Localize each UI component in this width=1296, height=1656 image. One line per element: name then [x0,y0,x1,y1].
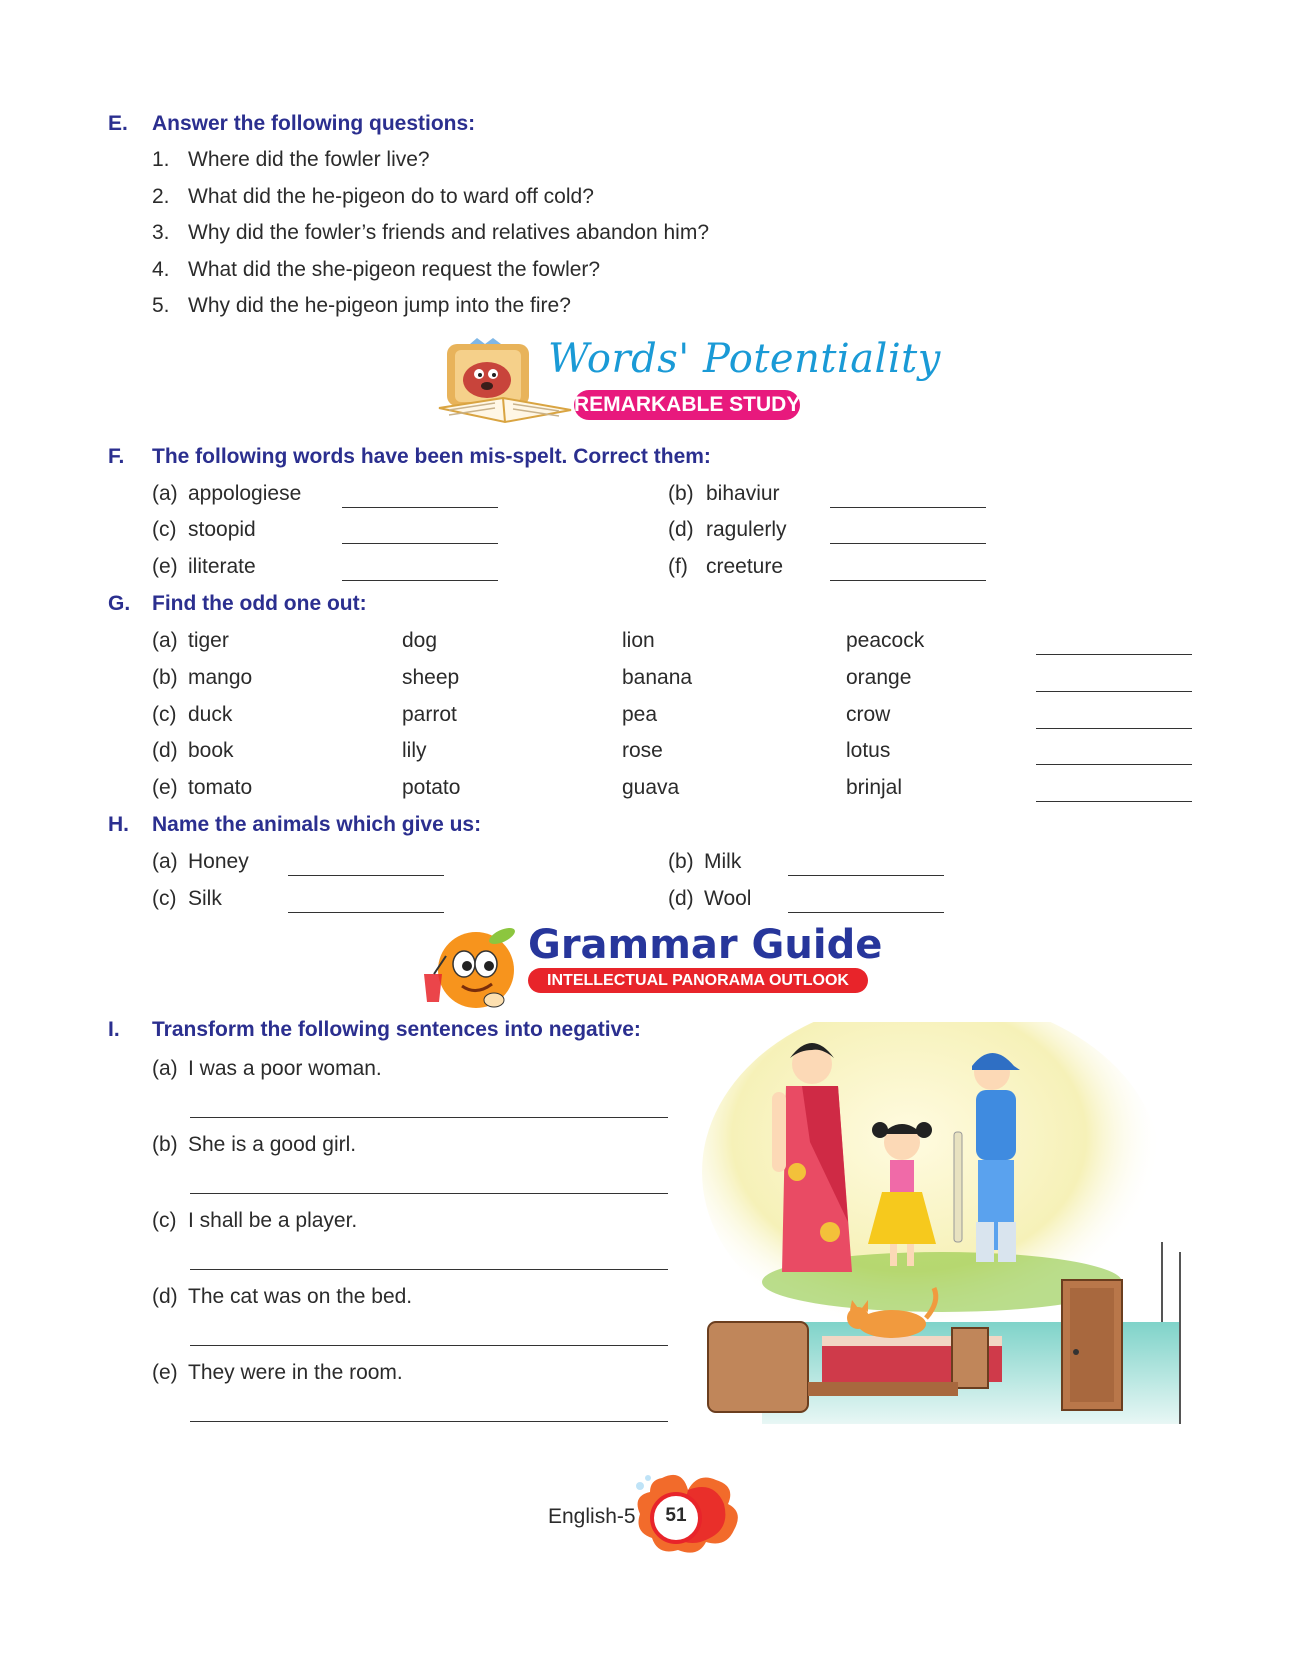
misspelt-word: bihaviur [706,482,780,505]
sentence-text: I shall be a player. [188,1209,358,1232]
word-option: lily [402,739,427,762]
product-word: Milk [704,850,742,873]
section-g-heading: Find the odd one out: [152,592,367,615]
item-label: (e) [152,555,178,578]
misspelt-word: iliterate [188,555,256,578]
answer-blank[interactable] [788,912,944,913]
answer-blank[interactable] [1036,728,1192,729]
question-text: Where did the fowler live? [188,148,430,171]
section-i-heading: Transform the following sentences into negative: [152,1018,641,1041]
question-number: 1. [152,148,170,171]
misspelt-word: creeture [706,555,784,578]
sentence-text: She is a good girl. [188,1133,357,1156]
word-option: crow [846,703,891,726]
answer-line[interactable] [190,1269,668,1270]
answer-blank[interactable] [1036,764,1192,765]
item-label: (b) [668,482,694,505]
item-label: (f) [668,555,688,578]
answer-line[interactable] [190,1193,668,1194]
word-option: lotus [846,739,891,762]
item-label: (d) [668,887,694,910]
question-text: What did the she-pigeon request the fowler? [188,258,601,281]
word-option: brinjal [846,776,903,799]
word-option: guava [622,776,680,799]
question-number: 3. [152,221,170,244]
section-e-heading: Answer the following questions: [152,112,476,135]
section-e-letter: E. [108,112,128,135]
answer-line[interactable] [190,1345,668,1346]
answer-blank[interactable] [788,875,944,876]
word-option: dog [402,629,438,652]
section-h-letter: H. [108,813,129,836]
question-number: 2. [152,185,170,208]
question-number: 4. [152,258,170,281]
section-f-heading: The following words have been mis-spelt. Correct them: [152,445,711,468]
question-number: 5. [152,294,170,317]
product-word: Silk [188,887,222,910]
misspelt-word: stoopid [188,518,256,541]
row-label: (d) [152,739,178,762]
answer-blank[interactable] [1036,691,1192,692]
word-option: tiger [188,629,229,652]
misspelt-word: ragulerly [706,518,787,541]
orange-mascot-icon [416,922,528,1014]
section-g-letter: G. [108,592,131,615]
section-f-letter: F. [108,445,125,468]
word-option: pea [622,703,658,726]
item-label: (c) [152,518,177,541]
word-option: duck [188,703,233,726]
answer-line[interactable] [190,1421,668,1422]
row-label: (a) [152,629,178,652]
page-number: 51 [665,1505,687,1526]
word-option: rose [622,739,663,762]
answer-blank[interactable] [1036,654,1192,655]
remarkable-study-badge: REMARKABLE STUDY [574,390,800,420]
word-option: sheep [402,666,460,689]
answer-blank[interactable] [342,507,498,508]
section-i-letter: I. [108,1018,120,1041]
word-option: banana [622,666,693,689]
sentence-text: They were in the room. [188,1361,403,1384]
row-label: (b) [152,666,178,689]
item-label: (a) [152,482,178,505]
item-label: (d) [152,1285,178,1308]
word-option: peacock [846,629,925,652]
row-label: (c) [152,703,177,726]
answer-blank[interactable] [342,580,498,581]
answer-blank[interactable] [342,543,498,544]
item-label: (b) [668,850,694,873]
word-option: potato [402,776,461,799]
grammar-guide-title: Grammar Guide [528,922,883,968]
section-h-heading: Name the animals which give us: [152,813,482,836]
word-option: orange [846,666,912,689]
item-label: (a) [152,850,178,873]
misspelt-word: appologiese [188,482,302,505]
page-number-badge [632,1472,744,1556]
answer-blank[interactable] [288,875,444,876]
word-option: book [188,739,234,762]
question-text: Why did the he-pigeon jump into the fire? [188,294,571,317]
item-label: (a) [152,1057,178,1080]
item-label: (c) [152,1209,177,1232]
answer-blank[interactable] [830,580,986,581]
question-text: What did the he-pigeon do to ward off cold? [188,185,594,208]
word-option: parrot [402,703,457,726]
answer-blank[interactable] [830,507,986,508]
question-text: Why did the fowler’s friends and relatives abandon him? [188,221,710,244]
sentence-text: The cat was on the bed. [188,1285,413,1308]
answer-blank[interactable] [288,912,444,913]
footer-book-title: English-5 [548,1505,636,1528]
product-word: Honey [188,850,249,873]
word-option: lion [622,629,655,652]
row-label: (e) [152,776,178,799]
family-room-illustration [702,1022,1190,1434]
answer-blank[interactable] [830,543,986,544]
words-potentiality-title: Words' Potentiality [548,336,941,382]
item-label: (c) [152,887,177,910]
item-label: (d) [668,518,694,541]
answer-blank[interactable] [1036,801,1192,802]
word-option: tomato [188,776,253,799]
intellectual-panorama-badge: INTELLECTUAL PANORAMA OUTLOOK [528,968,868,993]
item-label: (e) [152,1361,178,1384]
word-option: mango [188,666,253,689]
orange-mascot-illustration [416,922,528,1014]
sentence-text: I was a poor woman. [188,1057,382,1080]
item-label: (b) [152,1133,178,1156]
product-word: Wool [704,887,752,910]
family-room-picture [702,1022,1190,1434]
answer-line[interactable] [190,1117,668,1118]
